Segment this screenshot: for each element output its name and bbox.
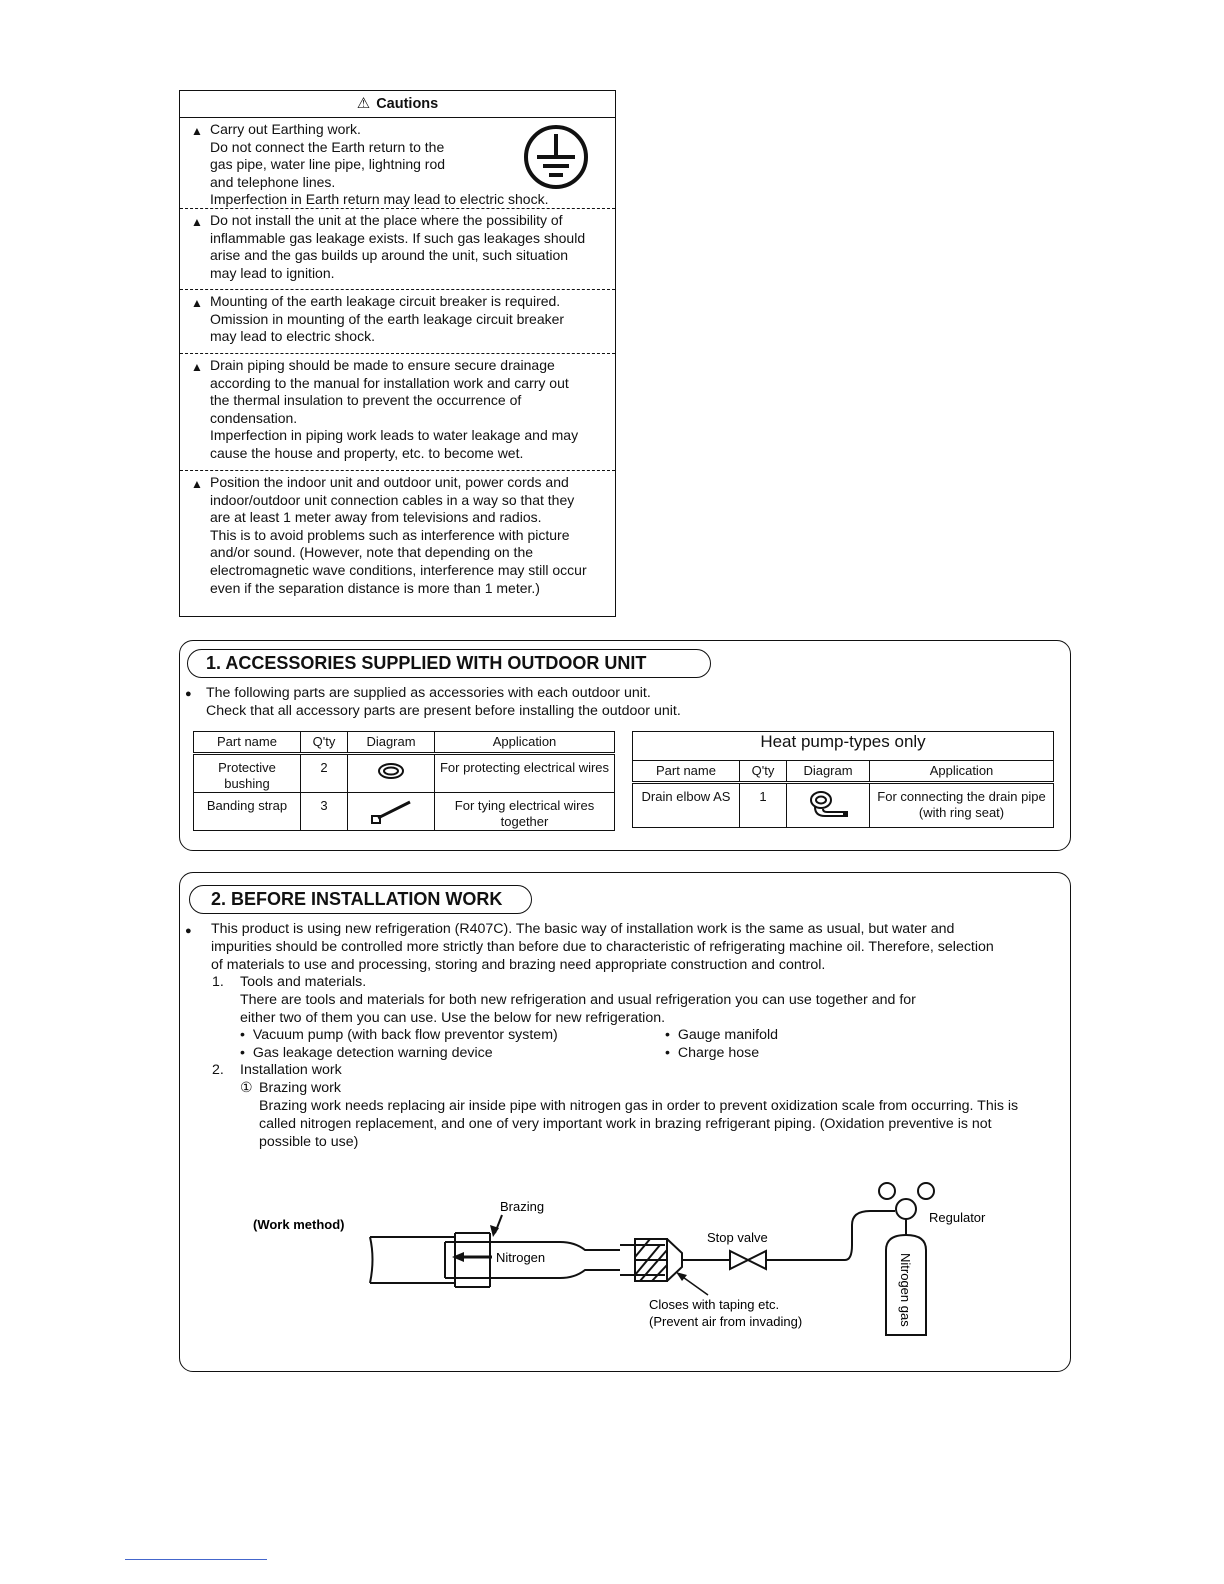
caution-line: condensation. <box>210 409 298 426</box>
item1-number: 1. <box>212 974 224 990</box>
bullet-dot-icon: • <box>665 1027 678 1043</box>
table-header-row <box>633 761 1054 783</box>
nitrogen-gas-label: Nitrogen gas <box>898 1253 913 1327</box>
item1-text <box>240 992 916 1028</box>
caution-item-breaker <box>180 290 615 353</box>
caution-line: Drain piping should be made to ensure secure drainage <box>210 357 555 373</box>
cautions-box <box>179 90 616 617</box>
bullet-dot-icon: ● <box>185 688 192 700</box>
caution-line: even if the separation distance is more than 1 meter.) <box>210 579 540 596</box>
cell-application: For connecting the drain pipe (with ring seat) <box>870 783 1054 828</box>
work-method-label: (Work method) <box>253 1217 345 1232</box>
nitrogen-arrow <box>452 1252 492 1262</box>
text-line: either two of them you can use. Use the below for new refrigeration. <box>240 1009 666 1026</box>
col-part-name: Part name <box>194 732 301 754</box>
caution-line: cause the house and property, etc. to become wet. <box>210 444 524 461</box>
brazing-diagram <box>240 1175 1060 1355</box>
cell-application: For protecting electrical wires <box>435 754 615 793</box>
tool-item: • Vacuum pump (with back flow preventor system) <box>240 1027 558 1043</box>
triangle-bullet-icon: ▲ <box>191 215 203 229</box>
item1-title: Tools and materials. <box>240 974 367 990</box>
accessories-intro <box>206 685 681 721</box>
bullet-dot-icon: • <box>240 1027 253 1043</box>
cell-diagram <box>787 783 870 828</box>
caution-line: according to the manual for installation work and carry out <box>210 374 569 391</box>
cautions-title: ⚠ Cautions <box>180 91 615 118</box>
sub-title: Brazing work <box>259 1080 342 1096</box>
heatpump-table <box>632 731 1054 828</box>
bushing-icon <box>376 760 406 782</box>
sub-text <box>259 1098 1039 1151</box>
caution-line: may lead to electric shock. <box>210 328 375 345</box>
caution-item-earthing <box>180 118 615 208</box>
cell-part: Banding strap <box>194 793 301 831</box>
cell-diagram <box>348 754 435 793</box>
regulator-label: Regulator <box>929 1210 986 1225</box>
col-qty: Q'ty <box>740 761 787 783</box>
bullet-dot-icon: • <box>240 1045 253 1061</box>
closes-arrow <box>676 1272 708 1295</box>
nitrogen-label: Nitrogen <box>496 1250 546 1265</box>
caution-line: Carry out Earthing work. <box>210 121 361 137</box>
stop-valve-label: Stop valve <box>707 1230 768 1245</box>
caution-line: the thermal insulation to prevent the occurrence of <box>210 392 522 409</box>
tool-item: • Gas leakage detection warning device <box>240 1045 493 1061</box>
text-line: There are tools and materials for both new refrigeration and usual refrigeration you can use together and for <box>240 992 916 1008</box>
col-application: Application <box>435 732 615 754</box>
tool-item: • Charge hose <box>665 1045 760 1061</box>
drain-elbow-icon <box>805 789 851 823</box>
table-row <box>194 793 615 831</box>
bullet-dot-icon: ● <box>185 925 192 937</box>
text-line: Brazing work needs replacing air inside pipe with nitrogen gas in order to prevent oxidization scale from occurring. This is <box>259 1098 1019 1114</box>
accessories-table <box>193 731 615 831</box>
text-line: called nitrogen replacement, and one of very important work in brazing refrigerant piping. (Oxidation preventive is not <box>259 1115 992 1132</box>
triangle-bullet-icon: ▲ <box>191 124 203 138</box>
brazing-arrow <box>490 1215 502 1237</box>
intro-line: impurities should be controlled more strictly than before due to characteristic of refrigerating machine oil. Therefore, selection <box>211 938 994 955</box>
accessories-heading: 1. ACCESSORIES SUPPLIED WITH OUTDOOR UNIT <box>187 649 711 678</box>
caution-line: Imperfection in Earth return may lead to electric shock. <box>210 191 549 208</box>
caution-line: and telephone lines. <box>210 173 336 190</box>
item2-number: 2. <box>212 1062 224 1078</box>
caution-item-gas <box>180 209 615 289</box>
sub-number: ① <box>240 1080 253 1096</box>
col-qty: Q'ty <box>301 732 348 754</box>
caution-line: Do not install the unit at the place where the possibility of <box>210 212 563 228</box>
tool-item: • Gauge manifold <box>665 1027 779 1043</box>
prevent-air-label: (Prevent air from invading) <box>649 1314 803 1329</box>
caution-line: may lead to ignition. <box>210 264 335 281</box>
bullet-dot-icon: • <box>665 1045 678 1061</box>
col-application: Application <box>870 761 1054 783</box>
intro-line: of materials to use and processing, storing and brazing need appropriate construction and control. <box>211 956 826 973</box>
col-diagram: Diagram <box>787 761 870 783</box>
caution-line: arise and the gas builds up around the unit, such situation <box>210 247 569 264</box>
table-header-row <box>194 732 615 754</box>
heatpump-title-row <box>633 732 1054 761</box>
caution-line: are at least 1 meter away from televisions and radios. <box>210 509 542 526</box>
pipe-inner <box>445 1242 665 1278</box>
cell-qty: 2 <box>301 754 348 793</box>
charge-hose <box>766 1211 895 1260</box>
cell-qty: 1 <box>740 783 787 828</box>
stop-valve-icon <box>730 1251 766 1269</box>
caution-line: Mounting of the earth leakage circuit breaker is required. <box>210 293 561 309</box>
intro-line: This product is using new refrigeration (R407C). The basic way of installation work is the same as usual, but water and <box>211 921 955 937</box>
before-intro <box>211 921 1051 974</box>
caution-line: electromagnetic wave conditions, interference may still occur <box>210 561 587 578</box>
col-part-name: Part name <box>633 761 740 783</box>
caution-item-drain <box>180 354 615 470</box>
col-diagram: Diagram <box>348 732 435 754</box>
intro-line: Check that all accessory parts are present before installing the outdoor unit. <box>206 702 681 719</box>
caution-line: This is to avoid problems such as interference with picture <box>210 526 570 543</box>
heatpump-title: Heat pump-types only <box>633 732 1054 761</box>
caution-line: and/or sound. (However, note that depending on the <box>210 544 534 561</box>
triangle-bullet-icon: ▲ <box>191 477 203 491</box>
caution-line: indoor/outdoor unit connection cables in a way so that they <box>210 491 575 508</box>
before-installation-heading: 2. BEFORE INSTALLATION WORK <box>189 885 532 914</box>
closes-label: Closes with taping etc. <box>649 1297 780 1312</box>
triangle-bullet-icon: ▲ <box>191 360 203 374</box>
intro-line: The following parts are supplied as accessories with each outdoor unit. <box>206 685 651 701</box>
table-row <box>633 783 1054 828</box>
triangle-bullet-icon: ▲ <box>191 296 203 310</box>
caution-line: Omission in mounting of the earth leakage circuit breaker <box>210 310 565 327</box>
caution-line: Imperfection in piping work leads to water leakage and may <box>210 427 579 444</box>
cell-part: Protective bushing <box>194 754 301 793</box>
item2-title: Installation work <box>240 1062 342 1078</box>
footnote-rule <box>125 1559 267 1560</box>
cell-diagram <box>348 793 435 831</box>
text-line: possible to use) <box>259 1133 359 1150</box>
banding-strap-icon <box>366 798 416 826</box>
brazing-label: Brazing <box>500 1199 545 1214</box>
caution-line: Position the indoor unit and outdoor unit, power cords and <box>210 474 569 490</box>
cell-application: For tying electrical wires together <box>435 793 615 831</box>
caution-line: inflammable gas leakage exists. If such gas leakages should <box>210 229 586 246</box>
caution-line: gas pipe, water line pipe, lightning rod <box>210 156 446 173</box>
cell-part: Drain elbow AS <box>633 783 740 828</box>
caution-line: Do not connect the Earth return to the <box>210 138 445 155</box>
warning-triangle-icon: ⚠ <box>356 95 371 112</box>
cell-qty: 3 <box>301 793 348 831</box>
table-row <box>194 754 615 793</box>
regulator-icon <box>879 1183 934 1235</box>
earth-ground-icon <box>523 124 589 190</box>
caution-item-position <box>180 471 615 605</box>
